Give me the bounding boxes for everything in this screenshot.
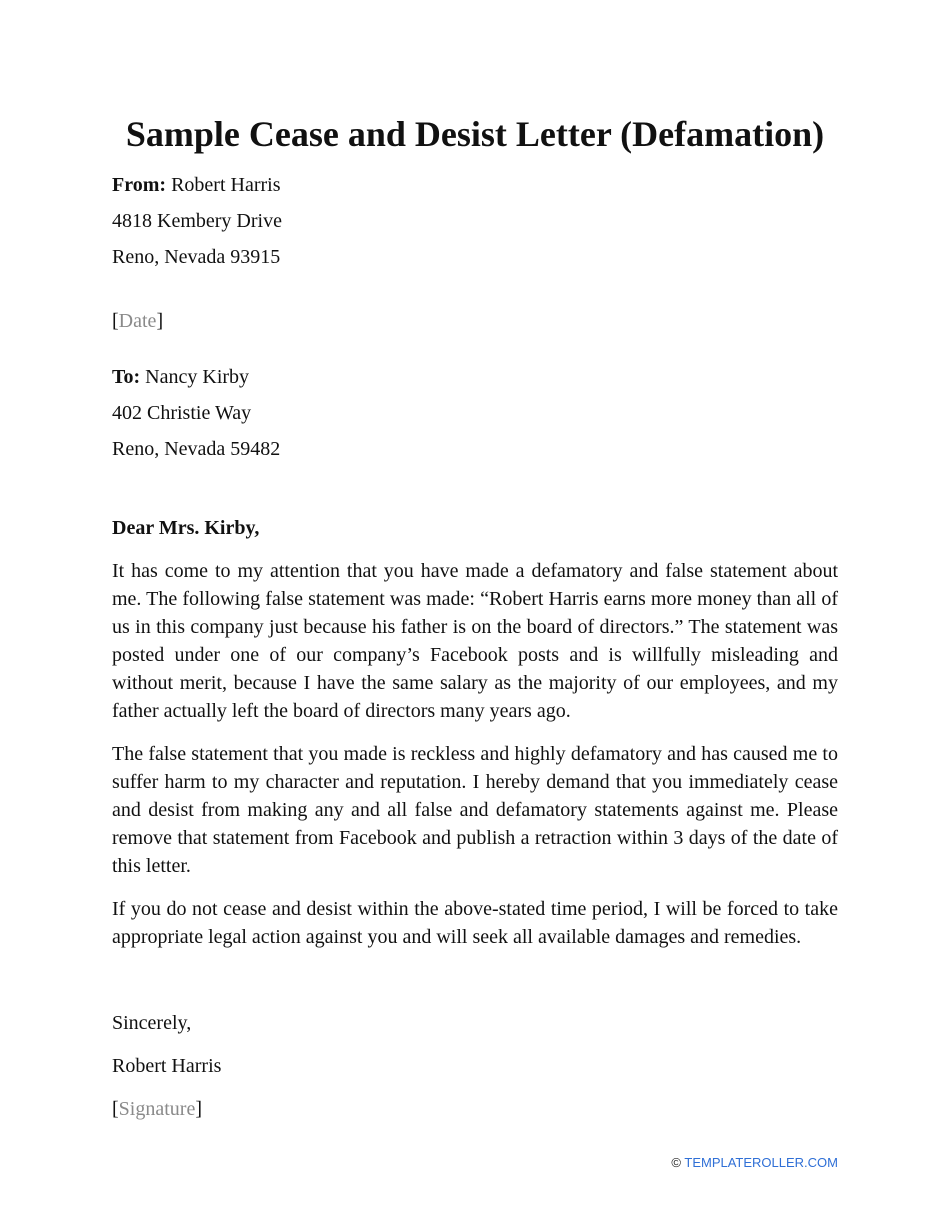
body-paragraph: The false statement that you made is reckless and highly defamatory and has caused me to suffer harm to my character and reputation. I hereby demand that you immediately cease and desist from making any and all false and defamatory statements against me. Please remove that statement from Facebook and publish a retraction within 3 days of the date of this letter. (112, 743, 838, 877)
to-label: To: (112, 366, 141, 388)
recipient-name-line (112, 364, 249, 390)
footer-credit (671, 1154, 838, 1172)
signature-bracket-close: ] (195, 1098, 202, 1120)
date-field[interactable] (112, 308, 163, 334)
date-bracket-close: ] (156, 310, 164, 332)
recipient-name: Nancy Kirby (145, 366, 250, 388)
signature-placeholder: Signature (118, 1098, 196, 1120)
salutation: Dear Mrs. Kirby, (112, 517, 260, 539)
signature-bracket-open: [ (112, 1098, 119, 1120)
recipient-street: 402 Christie Way (112, 402, 252, 424)
sender-name: Robert Harris (171, 174, 281, 196)
sender-street: 4818 Kembery Drive (112, 210, 282, 232)
body-paragraph: If you do not cease and desist within the above-stated time period, I will be forced to take appropriate legal action against you and will seek all available damages and remedies. (112, 898, 838, 948)
from-label: From: (112, 174, 167, 196)
date-placeholder: Date (118, 310, 157, 332)
sender-name-line (112, 172, 280, 198)
date-bracket-open: [ (112, 310, 119, 332)
sender-city: Reno, Nevada 93915 (112, 246, 281, 268)
closing: Sincerely, (112, 1012, 192, 1034)
body-paragraph: It has come to my attention that you have made a defamatory and false statement about me. The following false statement was made: “Robert Harris earns more money than all of us in this company just because his father is on the board of directors.” The statement was posted under one of our company’s Facebook posts and is willfully misleading and without merit, because I have the same salary as the majority of our employees, and my father actually left the board of directors many years ago. (112, 560, 838, 722)
page-title: Sample Cease and Desist Letter (Defamation) (125, 114, 825, 154)
copyright-symbol: © (671, 1155, 681, 1170)
templateroller-link[interactable]: TEMPLATEROLLER.COM (684, 1155, 838, 1170)
recipient-city: Reno, Nevada 59482 (112, 438, 281, 460)
signature-field[interactable] (112, 1096, 202, 1122)
signer-name: Robert Harris (112, 1055, 222, 1077)
